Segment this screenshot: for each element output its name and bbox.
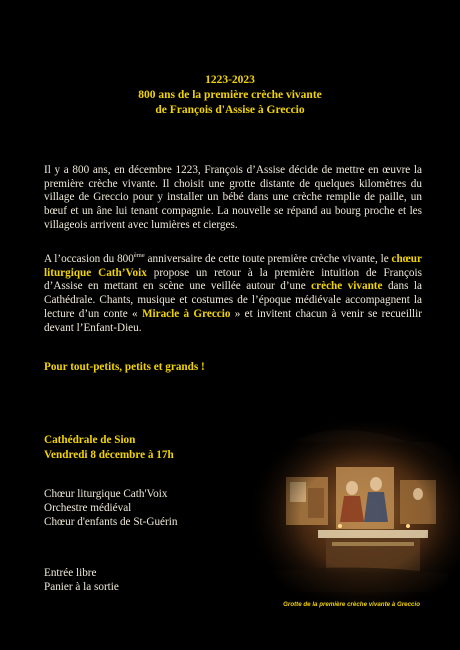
info-item: Panier à la sortie	[44, 581, 119, 593]
tale-title-highlight: Miracle à Greccio	[141, 307, 231, 320]
desc-text: A l’occasion du 800	[44, 253, 134, 265]
greccio-grotto-photo	[248, 422, 460, 602]
history-paragraph: Il y a 800 ans, en décembre 1223, François d’Assise décide de mettre en œuvre la première crèche vivante. Il choisit une grotte distante de quelques kilomètres du village de Greccio pour y installer un bébé dans une crèche remplie de paille, un bœuf et un âne lui tenant compagnie. La nouvelle se répand au bourg proche et les villageois arrivent avec lumières et cierges.	[44, 164, 422, 231]
event-description-paragraph	[44, 253, 422, 335]
performer-item: Chœur liturgique Cath'Voix	[44, 488, 168, 500]
performer-item: Chœur d'enfants de St-Guérin	[44, 516, 178, 528]
venue-datetime: Vendredi 8 décembre à 17h	[44, 449, 174, 461]
venue-block	[44, 433, 174, 463]
title-subtitle: de François d'Assise à Greccio	[155, 104, 305, 116]
practical-info	[44, 566, 119, 594]
venue-place: Cathédrale de Sion	[44, 434, 136, 446]
photo-caption: Grotte de la première crèche vivante à Greccio	[283, 601, 420, 608]
performer-item: Orchestre médiéval	[44, 502, 132, 514]
title-block	[0, 73, 460, 118]
audience-tagline: Pour tout-petits, petits et grands !	[44, 361, 205, 373]
title-anniversary: 800 ans de la première crèche vivante	[138, 89, 322, 101]
desc-text: dans la Cathédrale. Chants, musique et costumes de l’époque médiévale accompagnent la lecture d’un conte «	[44, 280, 422, 320]
desc-text: propose un retour à la première intuition de François d’Assise en mettant en scène une veillée autour d’une	[44, 266, 422, 293]
desc-text: anniversaire de cette toute première crèche vivante, le	[144, 253, 392, 265]
ordinal-suffix: ème	[133, 252, 145, 259]
performers-list	[44, 487, 177, 529]
living-nativity-highlight: crèche vivante	[311, 280, 383, 293]
title-years: 1223-2023	[205, 74, 255, 86]
info-item: Entrée libre	[44, 567, 97, 579]
choir-name-highlight: chœur liturgique Cath’Voix	[44, 253, 422, 279]
desc-text: » et invitent chacun à venir se recueillir devant l’Enfant-Dieu.	[44, 307, 422, 334]
